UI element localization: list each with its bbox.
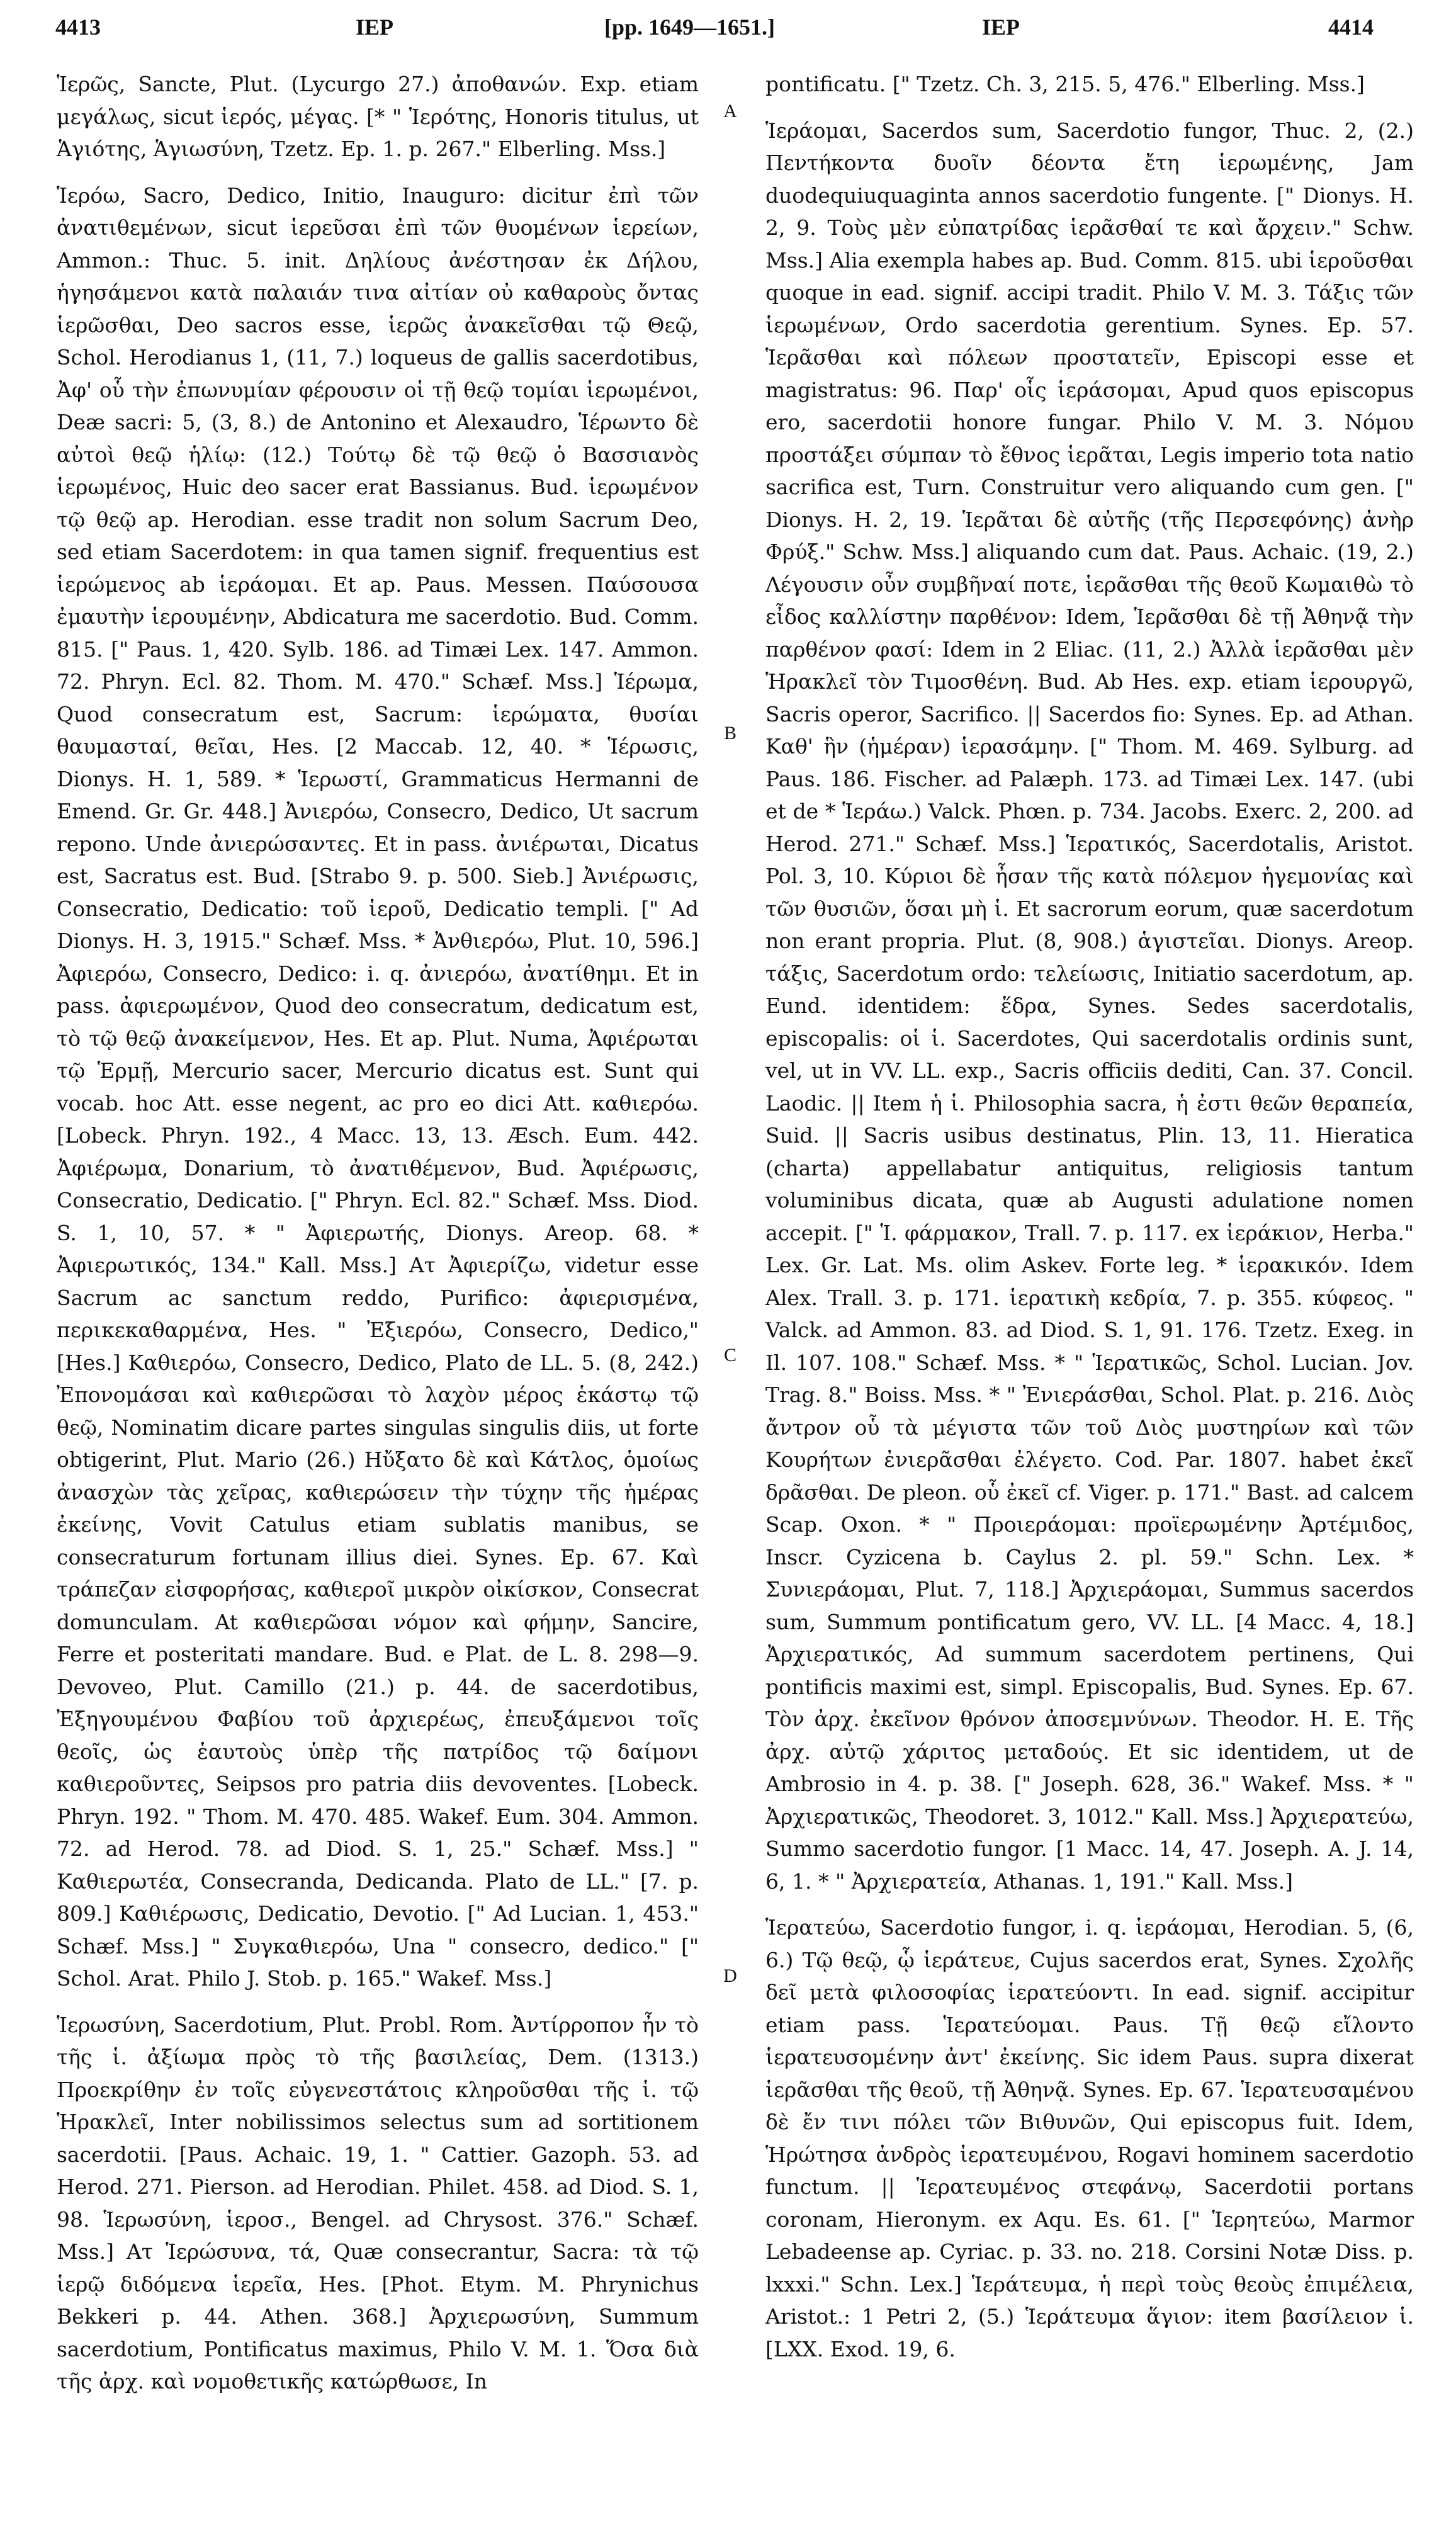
entry-hierateuo: Ἱερατεύω, Sacerdotio fungor, i. q. ἱεράομαι, Herodian. 5, (6, 6.) Τῷ θεῷ, ᾧ ἱεράτευε, Cujus sacerdos erat, Synes. Σχολῆς δεῖ μετὰ φιλοσοφίας ἱερατεύοντι. In ead. signif. accipitur etiam pass. Ἱερατεύομαι. Paus. Τῇ θεῷ εἴλοντο ἱερατευσομένην ἀντ' ἐκείνης. Sic idem Paus. supra dixerat ἱερᾶσθαι τῆς θεοῦ, τῇ Ἀθηνᾷ. Synes. Ep. 67. Ἱερατευσαμένου δὲ ἔν τινι πόλει τῶν Βιθυνῶν, Qui episcopus fuit. Idem, Ἡρώτησα ἀνδρὸς ἱερατευμένου, Rogavi hominem sacerdotio functum. || Ἱερατευμένος στεφάνῳ, Sacerdotii portans coronam, Hieronym. ex Aqu. Es. 61. [" Ἱερητεύω, Marmor Lebadeense ap. Cyriac. p. 33. no. 218. Corsini Notæ Diss. p. lxxxi." Schn. Lex.] Ἱεράτευμα, ἡ περὶ τοὺς θεοὺς ἐπιμέλεια, Aristot.: 1 Petri 2, (5.) Ἱεράτευμα ἅγιον: item βασίλειον ἱ. [LXX. Exod. 19, 6. [765, 1915, 1414, 2361]
entry-hieraomai: Ἱεράομαι, Sacerdos sum, Sacerdotio fungor, Thuc. 2, (2.) Πεντήκοντα δυοῖν δέοντα ἔτη ἱερωμένης, Jam duodequiuquaginta annos sacerdotio fungente. [" Dionys. H. 2, 9. Τοὺς μὲν εὐπατρίδας ἱερᾶσθαί τε καὶ ἄρχειν." Schw. Mss.] Alia exempla habes ap. Bud. Comm. 815. ubi ἱεροῦσθαι quoque in ead. signif. accipi tradit. Philo V. M. 3. Τάξις τῶν ἱερωμένων, Ordo sacerdotia gerentium. Synes. Ep. 57. Ἱερᾶσθαι καὶ πόλεων προστατεῖν, Episcopi esse et magistratus: 96. Παρ' οἷς ἱεράσομαι, Apud quos episcopus ero, sacerdotii honore fungar. Philo V. M. 3. Νόμου προστάξει σύμπαν τὸ ἔθνος ἱερᾶται, Legis imperio tota natio sacrifica est, Turn. Construitur vero aliquando cum gen. [" Dionys. H. 2, 19. Ἱερᾶται δὲ αὐτῆς (τῆς Περσεφόνης) ἀνὴρ Φρύξ." Schw. Mss.] aliquando cum dat. Paus. Achaic. (19, 2.) Λέγουσιν οὖν συμβῆναί ποτε, ἱερᾶσθαι τῆς θεοῦ Κωμαιθὼ τὸ εἶδος καλλίστην παρθένον: Idem, Ἱερᾶσθαι δὲ τῇ Ἀθηνᾷ τὴν παρθένον φασί: Idem in 2 Eliac. (11, 2.) Ἀλλὰ ἱερᾶσθαι μὲν Ἡρακλεῖ τὸν Τιμοσθένη. Bud. Ab Hes. exp. etiam ἱερουργῶ, Sacris operor, Sacrifico. || Sacerdos fio: Synes. Ep. ad Athan. Καθ' ἣν (ἡμέραν) ἱερασάμην. [" Thom. M. 469. Sylburg. ad Paus. 186. Fischer. ad Palæph. 173. ad Timæi Lex. 147. (ubi et de * Ἱεράω.) Valck. Phœn. p. 734. Jacobs. Exerc. 2, 200. ad Herod. 271." Schæf. Mss.] Ἱερατικός, Sacerdotalis, Aristot. Pol. 3, 10. Κύριοι δὲ ἦσαν τῆς κατὰ πόλεμον ἡγεμονίας καὶ τῶν θυσιῶν, ὅσαι μὴ ἱ. Et sacrorum eorum, quæ sacerdotum non erant propria. Plut. (8, 908.) ἁγιστεῖαι. Dionys. Areop. τάξις, Sacerdotum ordo: τελείωσις, Initiatio sacerdotum, ap. Eund. identidem: ἕδρα, Synes. Sedes sacerdotalis, episcopalis: οἱ ἱ. Sacerdotes, Qui sacerdotalis ordinis sunt, vel, ut in VV. LL. exp., Sacris officiis dediti, Can. 37. Concil. Laodic. || Item ἡ ἱ. Philosophia sacra, ἡ ἐστι θεῶν θεραπεία, Suid. || Sacris usibus destinatus, Plin. 13, 11. Hieratica (charta) appellabatur antiquitus, religiosis tantum voluminibus dicata, quæ ab Augusti adulatione nomen accepit. [" Ἱ. φάρμακον, Trall. 7. p. 117. ex ἱεράκιον, Herba." Lex. Gr. Lat. Ms. olim Askev. Forte leg. * ἱερακικόν. Idem Alex. Trall. 3. p. 171. ἱερατικὴ κεδρία, 7. p. 355. κύφεος. " Valck. ad Ammon. 83. ad Diod. S. 1, 91. 176. Tzetz. Exeg. in Il. 107. 108." Schæf. Mss. * " Ἱερατικῶς, Schol. Lucian. Jov. Trag. 8." Boiss. Mss. * " Ἐνιεράσθαι, Schol. Plat. p. 216. Διὸς ἄντρον οὗ τὰ μέγιστα τῶν τοῦ Διὸς μυστηρίων καὶ τῶν Κουρήτων ἐνιερᾶσθαι ἐλέγετο. Cod. Par. 1807. habet ἐκεῖ δρᾶσθαι. De pleon. οὗ ἐκεῖ cf. Viger. p. 171." Bast. ad calcem Scap. Oxon. * " Προιεράομαι: προϊερωμένην Ἀρτέμιδος, Inscr. Cyzicena b. Caylus 2. pl. 59." Schn. Lex. * Συνιεράομαι, Plut. 7, 118.] Ἀρχιεράομαι, Summus sacerdos sum, Summum pontificatum gero, VV. LL. [4 Macc. 4, 18.] Ἀρχιερατικός, Ad summum sacerdotem pertinens, Qui pontificis maximi est, simpl. Episcopalis, Bud. Synes. Ep. 67. Τὸν ἀρχ. ἐκεῖνον θρόνον ἀποσεμνύνων. Theodor. H. E. Τῆς ἀρχ. αὐτῷ χάριτος μεταδούς. Et sic identidem, ut de Ambrosio in 4. p. 38. [" Joseph. 628, 36." Wakef. Mss. * " Ἀρχιερατικῶς, Theodoret. 3, 1012." Kall. Mss.] Ἀρχιερατεύω, Summo sacerdotio fungor. [1 Macc. 14, 47. Joseph. A. J. 14, 6, 1. * " Ἀρχιερατεία, Athanas. 1, 191." Kall. Mss.] [765, 118, 1414, 1894]
margin-letter-d: D [723, 1965, 737, 1986]
right-running-title: ΙΕΡ [982, 14, 1020, 40]
entry-hierosyne: Ἱερωσύνη, Sacerdotium, Plut. Probl. Rom. Ἀντίρροπον ἦν τὸ τῆς ἱ. ἀξίωμα πρὸς τὸ τῆς βασιλείας, Dem. (1313.) Προεκρίθην ἐν τοῖς εὐγενεστάτοις κληροῦσθαι τῆς ἱ. τῷ Ἡρακλεῖ, Inter nobilissimos selectus sum ad sortitionem sacerdotii. [Paus. Achaic. 19, 1. " Cattier. Gazoph. 53. ad Herod. 271. Pierson. ad Herodian. Philet. 458. ad Diod. S. 1, 98. Ἱερωσύνη, ἱεροσ., Bengel. ad Chrysost. 376." Schæf. Mss.] Ατ Ἱερώσυνα, τά, Quæ consecrantur, Sacra: τὰ τῷ ἱερῷ διδόμενα ἱερεῖα, Hes. [Phot. Etym. M. Phrynichus Bekkeri p. 44. Athen. 368.] Ἀρχιερωσύνη, Summum sacerdotium, Pontificatus maximus, Philo V. M. 1. Ὅσα διὰ τῆς ἀρχ. καὶ νομοθετικῆς κατώρθωσε, In [57, 2012, 699, 2394]
right-page-number: 4414 [1328, 14, 1374, 40]
left-page-number: 4413 [55, 14, 101, 40]
left-column [57, 68, 699, 2412]
entry-pontificatu: pontificatu. [" Tzetz. Ch. 3, 215. 5, 476." Elberling. Mss.] [765, 72, 1365, 96]
entry-hieros: Ἱερῶς, Sancte, Plut. (Lycurgo 27.) ἀποθανών. Exp. etiam μεγάλως, sicut ἱερός, μέγας. [* " Ἱερότης, Honoris titulus, ut Ἁγιότης, Ἁγιωσύνη, Tzetz. Ep. 1. p. 267." Elberling. Mss.] [57, 72, 699, 161]
margin-letter-a: A [723, 101, 737, 122]
entry-hieroo: Ἱερόω, Sacro, Dedico, Initio, Inauguro: dicitur ἐπὶ τῶν ἀνατιθεμένων, sicut ἱερεῦσαι ἐπὶ τῶν θυομένων ἱερείων, Ammon.: Thuc. 5. init. Δηλίους ἀνέστησαν ἐκ Δήλου, ἡγησάμενοι κατὰ παλαιάν τινα αἰτίαν οὐ καθαροὺς ὄντας ἱερῶσθαι, Deo sacros esse, ἱερῶς ἀνακεῖσθαι τῷ Θεῷ, Schol. Herodianus 1, (11, 7.) loqueus de gallis sacerdotibus, Ἀφ' οὗ τὴν ἐπωνυμίαν φέρουσιν οἱ τῇ θεῷ τομίαι ἱερωμένοι, Deæ sacri: 5, (3, 8.) de Antonino et Alexaudro, Ἱέρωντο δὲ αὐτοὶ θεῷ ἡλίῳ: (12.) Τούτῳ δὲ τῷ θεῷ ὁ Βασσιανὸς ἱερωμένος, Huic deo sacer erat Bassianus. Bud. ἱερωμένον τῷ θεῷ ap. Herodian. esse tradit non solum Sacrum Deo, sed etiam Sacerdotem: in qua tamen signif. frequentius est ἱερώμενος ab ἱεράομαι. Et ap. Paus. Messen. Παύσουσα ἐμαυτὴν ἱερουμένην, Abdicatura me sacerdotio. Bud. Comm. 815. [" Paus. 1, 420. Sylb. 186. ad Timæi Lex. 147. Ammon. 72. Phryn. Ecl. 82. Thom. M. 470." Schæf. Mss.] Ἱέρωμα, Quod consecratum est, Sacrum: ἱερώματα, θυσίαι θαυμασταί, θεῖαι, Hes. [2 Maccab. 12, 40. * Ἱέρωσις, Dionys. H. 1, 589. * Ἱερωστί, Grammaticus Hermanni de Emend. Gr. Gr. 448.] Ἀνιερόω, Consecro, Dedico, Ut sacrum repono. Unde ἀνιερώσαντες. Et in pass. ἀνιέρωται, Dicatus est, Sacratus est. Bud. [Strabo 9. p. 500. Sieb.] Ἀνιέρωσις, Consecratio, Dedicatio: τοῦ ἱεροῦ, Dedicatio templi. [" Ad Dionys. H. 3, 1915." Schæf. Mss. * Ἀνθιερόω, Plut. 10, 596.] Ἀφιερόω, Consecro, Dedico: i. q. ἀνιερόω, ἀνατίθημι. Et in pass. ἀφιερωμένον, Quod deo consecratum, dedicatum est, τὸ τῷ θεῷ ἀνακείμενον, Hes. Et ap. Plut. Numa, Ἀφιέρωται τῷ Ἑρμῇ, Mercurio sacer, Mercurio dicatus est. Sunt qui vocab. hoc Att. esse negent, ac pro eo dici Att. καθιερόω. [Lobeck. Phryn. 192., 4 Macc. 13, 13. Æsch. Eum. 442. Ἀφιέρωμα, Donarium, τὸ ἀνατιθέμενον, Bud. Ἀφιέρωσις, Consecratio, Dedicatio. [" Phryn. Ecl. 82." Schæf. Mss. Diod. S. 1, 10, 57. * " Ἀφιερωτής, Dionys. Areop. 68. * Ἀφιερωτικός, 134." Kall. Mss.] Ατ Ἀφιερίζω, videtur esse Sacrum ac sanctum reddo, Purifico: ἀφιερισμένα, περικεκαθαρμένα, Hes. " Ἐξιερόω, Consecro, Dedico," [Hes.] Καθιερόω, Consecro, Dedico, Plato de LL. 5. (8, 242.) Ἐπονομάσαι καὶ καθιερῶσαι τὸ λαχὸν μέρος ἑκάστῳ τῷ θεῷ, Nominatim dicare partes singulas singulis diis, ut forte obtigerint, Plut. Mario (26.) Ηὔξατο δὲ καὶ Κάτλος, ὁμοίως ἀνασχὼν τὰς χεῖρας, καθιερώσειν τὴν τύχην τῆς ἡμέρας ἐκείνης, Vovit Catulus etiam sublatis manibus, se consecraturum fortunam illius diei. Synes. Ep. 67. Καὶ τράπεζαν εἰσφορήσας, καθιεροῖ μικρὸν οἰκίσκον, Consecrat domunculam. At καθιερῶσαι νόμον καὶ φήμην, Sancire, Ferre et posteritati mandare. Bud. e Plat. de L. 8. 298—9. Devoveo, Plut. Camillo (21.) p. 44. de sacerdotibus, Ἐξηγουμένου Φαβίου τοῦ ἀρχιερέως, ἐπευξάμενοι τοῖς θεοῖς, ὡς ἑαυτοὺς ὑπὲρ τῆς πατρίδος τῷ δαίμονι καθιεροῦντες, Seipsos pro patria diis devoventes. [Lobeck. Phryn. 192. " Thom. M. 470. 485. Wakef. Eum. 304. Ammon. 72. ad Herod. 78. ad Diod. S. 1, 25." Schæf. Mss.] " Καθιερωτέα, Consecranda, Dedicanda. Plato de LL." [7. p. 809.] Καθιέρωσις, Dedicatio, Devotio. [" Ad Lucian. 1, 453." Schæf. Mss.] " Συγκαθιερόω, Una " consecro, dedico." [" Schol. Arat. Philo J. Stob. p. 165." Wakef. Mss.] [57, 183, 699, 1991]
margin-letter-c: C [723, 1345, 736, 1365]
page-range: [pp. 1649—1651.] [604, 14, 776, 40]
margin-letter-b: B [723, 723, 736, 743]
left-running-title: ΙΕΡ [356, 14, 394, 40]
page-header [0, 14, 1456, 52]
right-column [765, 68, 1414, 2379]
